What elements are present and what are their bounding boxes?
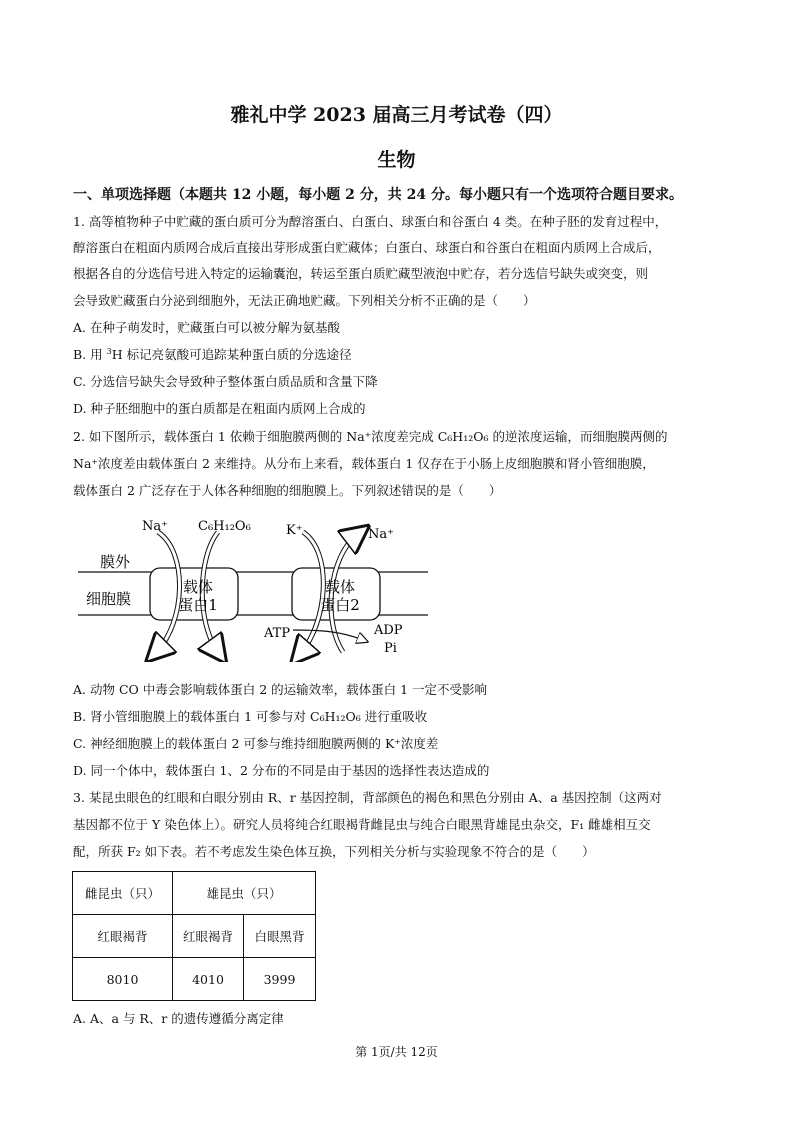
q1-option-b: B. 用 $^3$H 标记亮氨酸可追踪某种蛋白质的分选途径 [73,346,352,362]
table-cell-male-type1: 红眼褐背 [173,915,244,958]
atp-arrow [293,630,363,640]
transport-diagram [78,512,428,662]
atp-label: ATP [264,626,291,641]
q1-stem-line4: 会导致贮藏蛋白分泌到细胞外，无法正确地贮藏。下列相关分析不正确的是（ ） [73,293,536,308]
q1-stem-line2: 醇溶蛋白在粗面内质网合成后直接出芽形成蛋白贮藏体；白蛋白、球蛋白和谷蛋白在粗面内质网上合成后， [73,240,661,255]
q1-option-d: D. 种子胚细胞中的蛋白质都是在粗面内质网上合成的 [73,401,366,416]
q2-stem-line3: 载体蛋白 2 广泛存在于人体各种细胞的细胞膜上。下列叙述错误的是（ ） [73,483,502,498]
outside-label: 膜外 [100,553,131,571]
q2-option-d: D. 同一个体中，载体蛋白 1、2 分布的不同是由于基因的选择性表达造成的 [73,763,490,778]
page-number: 第 1页/共 12页 [355,1045,438,1059]
table-row [73,915,316,958]
table-row [73,958,316,1001]
q2-option-b: B. 肾小管细胞膜上的载体蛋白 1 可参与对 C₆H₁₂O₆ 进行重吸收 [73,709,428,724]
table-header-female: 雌昆虫（只） [73,872,173,915]
table-cell-male-count2: 3999 [244,958,316,1001]
k-label: K⁺ [286,523,303,538]
glucose-label: C₆H₁₂O₆ [198,519,251,534]
table-cell-female-type: 红眼褐背 [73,915,173,958]
na-left-label: Na⁺ [142,519,168,534]
subject-title: 生物 [377,149,416,171]
carrier1-label-1: 载体 [182,578,214,596]
q3-stem-line3: 配，所获 F₂ 如下表。若不考虑发生染色体互换，下列相关分析与实验现象不符合的是（ ） [73,844,595,859]
membrane-label: 细胞膜 [86,590,132,608]
q2-option-a: A. 动物 CO 中毒会影响载体蛋白 2 的运输效率，载体蛋白 1 一定不受影响 [73,682,488,697]
adp-label: ADP [374,623,403,638]
table-cell-female-count: 8010 [73,958,173,1001]
table-header-male: 雄昆虫（只） [173,872,316,915]
exam-title: 雅礼中学 2023 届高三月考试卷（四） [230,104,563,126]
q1-option-a: A. 在种子萌发时，贮藏蛋白可以被分解为氨基酸 [73,320,340,335]
carrier1-label-2: 蛋白1 [178,596,218,614]
q1-option-c: C. 分选信号缺失会导致种子整体蛋白质品质和含量下降 [73,374,378,389]
q2-stem-line1: 2. 如下图所示，载体蛋白 1 依赖于细胞膜两侧的 Na⁺浓度差完成 C₆H₁₂O₆ 的逆浓度运输，而细胞膜两侧的 [73,429,668,444]
carrier2-label-1: 载体 [324,578,356,596]
carrier2-label-2: 蛋白2 [320,596,360,614]
table-cell-male-count1: 4010 [173,958,244,1001]
q1-stem-line1: 1. 高等植物种子中贮藏的蛋白质可分为醇溶蛋白、白蛋白、球蛋白和谷蛋白 4 类。在种子胚的发育过程中， [73,214,668,229]
q3-stem-line1: 3. 某昆虫眼色的红眼和白眼分别由 R、r 基因控制，背部颜色的褐色和黑色分别由 A、a 基因控制（这两对 [73,790,662,805]
pi-label: Pi [384,641,397,656]
q3-stem-line2: 基因都不位于 Y 染色体上）。研究人员将纯合红眼褐背雌昆虫与纯合白眼黑背雄昆虫杂交，F₁ 雌雄相互交 [73,817,651,832]
table-cell-male-type2: 白眼黑背 [244,915,316,958]
q3-option-a: A. A、a 与 R、r 的遗传遵循分离定律 [73,1011,284,1026]
q2-option-c: C. 神经细胞膜上的载体蛋白 2 可参与维持细胞膜两侧的 K⁺浓度差 [73,736,439,751]
na-right-label: Na⁺ [368,527,394,542]
section-heading: 一、单项选择题（本题共 12 小题，每小题 2 分，共 24 分。每小题只有一个选项符合题目要求。 [73,187,683,203]
table-row [73,872,316,915]
q2-stem-line2: Na⁺浓度差由载体蛋白 2 来维持。从分布上来看，载体蛋白 1 仅存在于小肠上皮细胞膜和肾小管细胞膜， [73,456,655,471]
q1-stem-line3: 根据各自的分选信号进入特定的运输囊泡，转运至蛋白质贮藏型液泡中贮存，若分选信号缺失或突变，则 [73,266,649,281]
f2-results-table [72,871,316,1001]
